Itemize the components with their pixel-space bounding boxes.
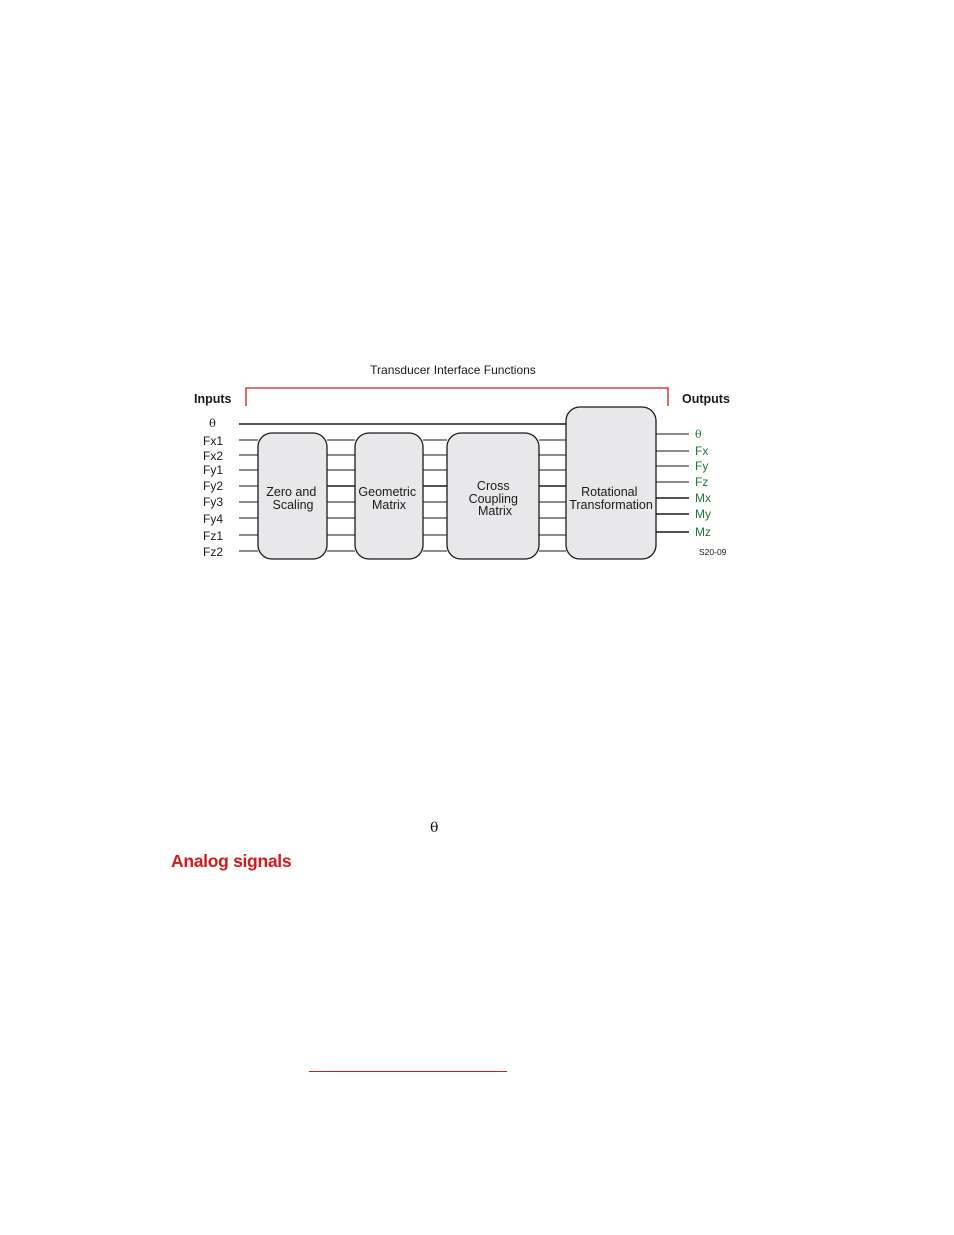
input-label-fy4: Fy4 [203, 512, 224, 526]
output-label-mx: Mx [695, 491, 711, 505]
link-underline[interactable] [309, 1071, 507, 1072]
figure-code: S20-09 [699, 547, 727, 557]
diagram-title: Transducer Interface Functions [370, 363, 536, 377]
input-label-fy2: Fy2 [203, 479, 224, 493]
outputs-label: Outputs [682, 392, 730, 406]
cross-coupling-matrix-label: Cross Coupling Matrix [468, 479, 518, 518]
input-label-fz1: Fz1 [203, 529, 224, 543]
output-label-theta: θ [695, 428, 702, 441]
rotational-transformation-label: Rotational Transformation [569, 485, 653, 512]
output-label-fx: Fx [695, 444, 709, 458]
input-label-fz2: Fz2 [203, 545, 224, 559]
input-label-fy3: Fy3 [203, 495, 224, 509]
output-label-fz: Fz [695, 475, 709, 489]
rotational-transformation-block [566, 407, 656, 559]
theta-symbol: θ [430, 820, 439, 836]
output-label-fy: Fy [695, 459, 709, 473]
input-label-fx2: Fx2 [203, 449, 224, 463]
section-heading-analog-signals: Analog signals [171, 851, 292, 871]
output-label-mz: Mz [695, 525, 711, 539]
geometric-matrix-label: Geometric Matrix [358, 485, 417, 512]
input-label-fy1: Fy1 [203, 463, 224, 477]
transducer-interface-diagram [0, 0, 954, 600]
zero-and-scaling-label: Zero and Scaling [266, 485, 317, 512]
output-label-my: My [695, 507, 711, 521]
input-label-fx1: Fx1 [203, 434, 224, 448]
output-labels [695, 428, 711, 539]
inputs-label: Inputs [194, 392, 232, 406]
functions-bracket [246, 388, 668, 406]
input-label-theta: θ [209, 416, 216, 430]
